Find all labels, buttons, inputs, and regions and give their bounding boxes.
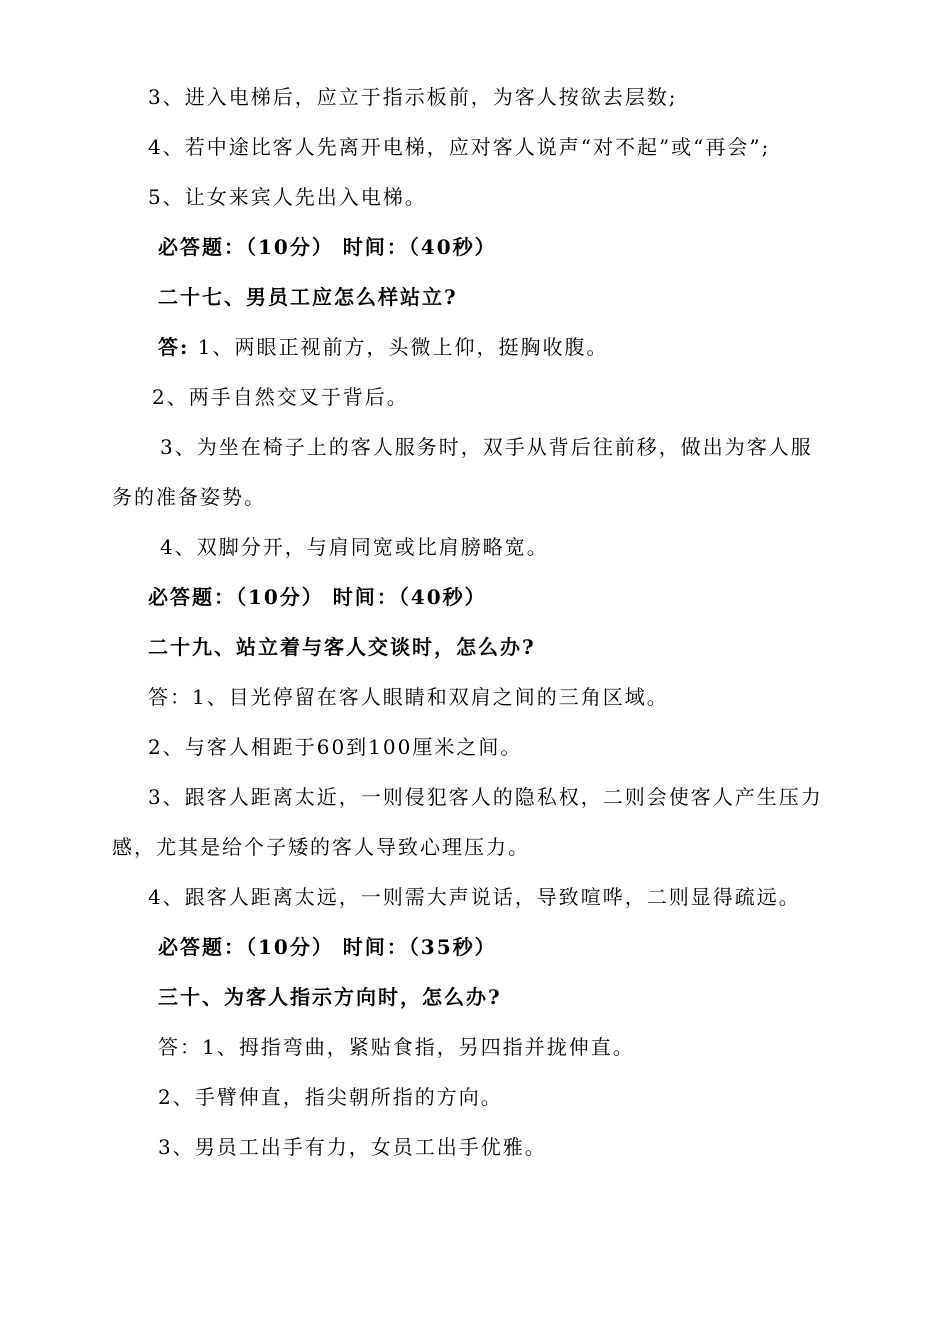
answer-line-27-3: 3、为坐在椅子上的客人服务时，双手从背后往前移，做出为客人服 xyxy=(160,435,813,459)
answer-line-29-3: 3、跟客人距离太近，一则侵犯客人的隐私权，二则会使客人产生压力 xyxy=(148,785,823,809)
answer-line-30-2: 2、手臂伸直，指尖朝所指的方向。 xyxy=(158,1085,503,1109)
text-line-elevator-3: 3、进入电梯后，应立于指示板前，为客人按欲去层数; xyxy=(148,85,678,109)
question-heading-29: 二十九、站立着与客人交谈时，怎么办? xyxy=(148,635,536,659)
text-line-elevator-5: 5、让女来宾人先出入电梯。 xyxy=(148,185,427,209)
answer-line-30-3: 3、男员工出手有力，女员工出手优雅。 xyxy=(158,1135,547,1159)
answer-line-27-3-cont: 务的准备姿势。 xyxy=(112,485,266,509)
answer-line-29-2: 2、与客人相距于60到100厘米之间。 xyxy=(148,735,523,759)
question-heading-27: 二十七、男员工应怎么样站立? xyxy=(158,285,458,309)
answer-line-27-1 xyxy=(158,334,608,360)
answer-line-27-4: 4、双脚分开，与肩同宽或比肩膀略宽。 xyxy=(160,535,549,559)
answer-line-29-1: 答：1、目光停留在客人眼睛和双肩之间的三角区域。 xyxy=(148,685,669,709)
text-line-elevator-4: 4、若中途比客人先离开电梯，应对客人说声“对不起”或“再会”; xyxy=(148,135,771,159)
answer-line-29-3-cont: 感，尤其是给个子矮的客人导致心理压力。 xyxy=(112,835,530,859)
required-question-label: 必答题：（10分） 时间：（40秒） xyxy=(148,585,487,609)
required-question-label: 必答题：（10分） 时间：（35秒） xyxy=(158,935,497,959)
answer-line-27-2: 2、两手自然交叉于背后。 xyxy=(152,385,409,409)
answer-line-29-4: 4、跟客人距离太远，一则需大声说话，导致喧哗，二则显得疏远。 xyxy=(148,885,801,909)
answer-text: 1、两眼正视前方，头微上仰，挺胸收腹。 xyxy=(189,335,609,359)
question-heading-30: 三十、为客人指示方向时，怎么办? xyxy=(158,985,502,1009)
answer-label: 答: xyxy=(158,335,190,359)
required-question-label: 必答题：（10分） 时间：（40秒） xyxy=(158,235,497,259)
answer-line-30-1: 答：1、拇指弯曲，紧贴食指，另四指并拢伸直。 xyxy=(158,1035,635,1059)
